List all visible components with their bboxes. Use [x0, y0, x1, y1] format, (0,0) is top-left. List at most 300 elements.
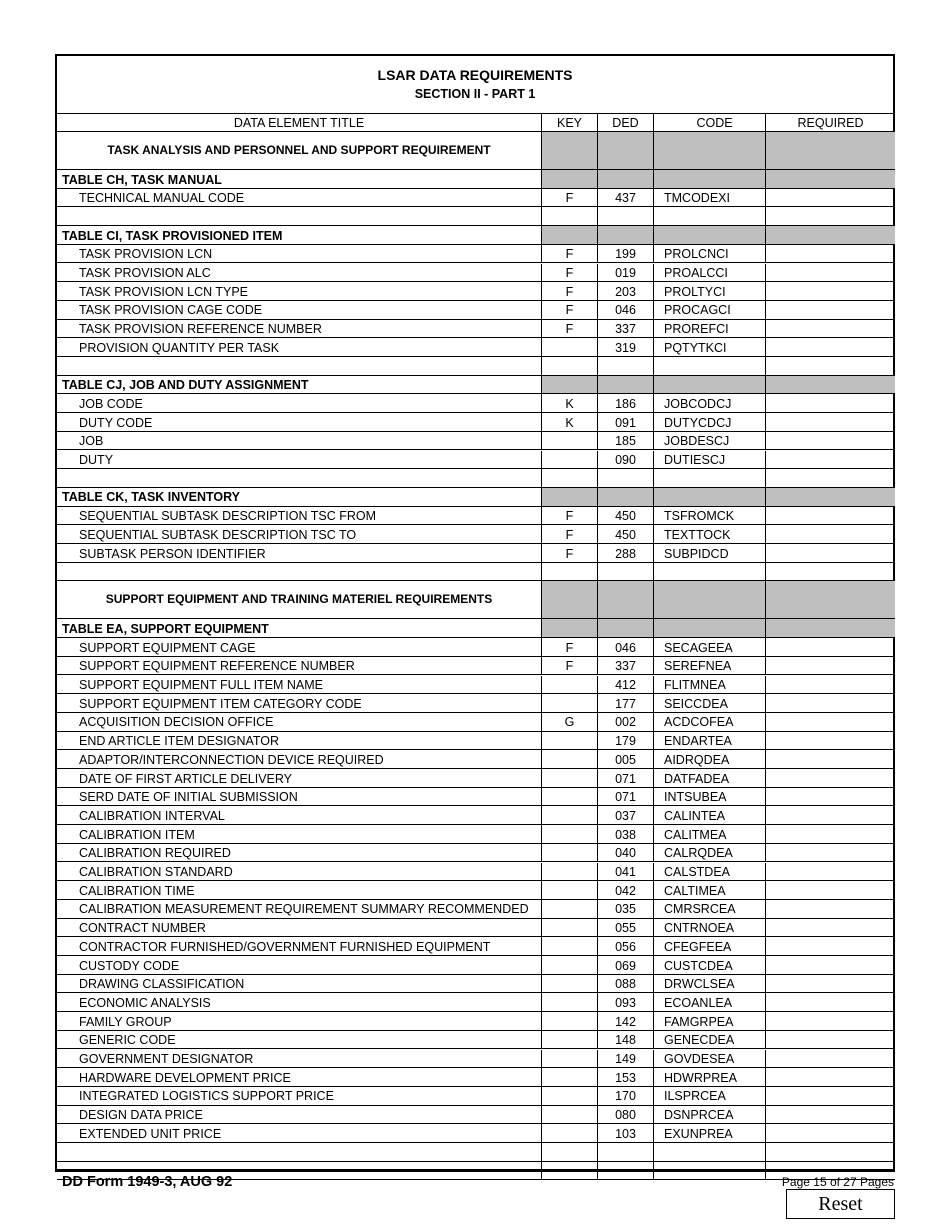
key-value: K [565, 415, 574, 430]
key-cell [542, 132, 598, 170]
item-title: TASK PROVISION REFERENCE NUMBER [79, 322, 322, 337]
code-cell [654, 713, 766, 732]
code-value: SECAGEEA [664, 640, 733, 655]
ded-cell [598, 320, 654, 339]
required-field[interactable] [766, 357, 895, 376]
required-field[interactable] [766, 937, 895, 956]
key-cell [542, 320, 598, 339]
code-cell [654, 507, 766, 526]
table-row [57, 226, 893, 245]
key-cell [542, 993, 598, 1012]
title-cell [57, 1124, 542, 1143]
item-title: SEQUENTIAL SUBTASK DESCRIPTION TSC TO [79, 527, 357, 542]
ded-cell [598, 825, 654, 844]
key-value: F [565, 640, 574, 655]
code-value: CNTRNOEA [664, 921, 735, 936]
item-title: DUTY [79, 453, 114, 467]
table-row [57, 750, 893, 769]
title-cell [57, 1012, 542, 1031]
required-field[interactable] [766, 956, 895, 975]
ded-value: 042 [615, 883, 636, 898]
code-value: ACDCOFEA [664, 715, 734, 730]
table-row [57, 338, 893, 357]
lsar-form [55, 54, 895, 1172]
title-cell [57, 993, 542, 1012]
ded-value: 040 [615, 846, 636, 861]
code-value: EXUNPREA [664, 1126, 733, 1141]
title-cell [57, 432, 542, 451]
table-row [57, 301, 893, 320]
table-row [57, 1031, 893, 1050]
key-cell [542, 581, 598, 619]
required-field[interactable] [766, 806, 895, 825]
key-cell [542, 469, 598, 488]
required-field[interactable] [766, 1106, 895, 1125]
ded-cell [598, 1106, 654, 1125]
code-cell [654, 694, 766, 713]
required-field[interactable] [766, 1031, 895, 1050]
item-title: ACQUISITION DECISION OFFICE [79, 715, 274, 730]
table-row [57, 282, 893, 301]
code-cell [654, 638, 766, 657]
key-cell [542, 919, 598, 938]
code-cell [654, 956, 766, 975]
required-field[interactable] [766, 993, 895, 1012]
key-cell [542, 1143, 598, 1162]
table-row [57, 806, 893, 825]
required-field[interactable] [766, 226, 895, 245]
code-cell [654, 1068, 766, 1087]
title-cell [57, 488, 542, 507]
form-subtitle: SECTION II - PART 1 [414, 87, 536, 101]
required-field[interactable] [766, 676, 895, 695]
ded-cell [598, 1087, 654, 1106]
required-field[interactable] [766, 132, 895, 170]
key-cell [542, 900, 598, 919]
section-row [57, 581, 893, 619]
column-header-ded [598, 114, 654, 132]
required-field[interactable] [766, 488, 895, 507]
title-cell [57, 956, 542, 975]
ded-cell [598, 788, 654, 807]
key-cell [542, 170, 598, 189]
required-field[interactable] [766, 769, 895, 788]
key-cell [542, 1050, 598, 1069]
column-header-key [542, 114, 598, 132]
code-value: JOBDESCJ [664, 434, 730, 449]
required-field[interactable] [766, 619, 895, 638]
item-title: HARDWARE DEVELOPMENT PRICE [79, 1070, 291, 1085]
required-field[interactable] [766, 207, 895, 226]
item-title: JOB [79, 434, 104, 449]
column-header-req [766, 114, 895, 132]
required-field[interactable] [766, 264, 895, 283]
key-cell [542, 732, 598, 751]
table-row [57, 657, 893, 676]
ded-cell [598, 469, 654, 488]
ded-cell [598, 581, 654, 619]
title-cell [57, 1143, 542, 1162]
table-row [57, 1050, 893, 1069]
item-title: CONTRACTOR FURNISHED/GOVERNMENT FURNISHED EQUIPMENT [79, 939, 491, 954]
ded-cell [598, 525, 654, 544]
code-cell [654, 1031, 766, 1050]
ded-cell [598, 338, 654, 357]
code-value: SUBPIDCD [664, 546, 729, 561]
title-cell [57, 769, 542, 788]
code-cell [654, 563, 766, 582]
ded-value: 450 [615, 509, 636, 524]
key-value: G [564, 715, 575, 730]
key-value: K [565, 396, 574, 411]
item-title: INTEGRATED LOGISTICS SUPPORT PRICE [79, 1089, 334, 1104]
required-field[interactable] [766, 713, 895, 732]
code-cell [654, 676, 766, 695]
ded-value: 103 [615, 1126, 636, 1141]
table-row [57, 937, 893, 956]
required-field[interactable] [766, 1012, 895, 1031]
blank-row [57, 1143, 893, 1162]
item-title: DESIGN DATA PRICE [79, 1108, 203, 1123]
item-title: CALIBRATION INTERVAL [79, 808, 225, 823]
code-value: CALRQDEA [664, 846, 733, 861]
blank-row [57, 357, 893, 376]
required-field[interactable] [766, 282, 895, 301]
title-cell [57, 264, 542, 283]
required-field[interactable] [766, 1087, 895, 1106]
code-cell [654, 769, 766, 788]
ded-cell [598, 806, 654, 825]
title-cell [57, 619, 542, 638]
required-field[interactable] [766, 638, 895, 657]
code-cell [654, 788, 766, 807]
code-cell [654, 881, 766, 900]
table-row [57, 844, 893, 863]
table-row [57, 1087, 893, 1106]
title-cell [57, 413, 542, 432]
key-cell [542, 507, 598, 526]
item-title: TASK PROVISION CAGE CODE [79, 303, 263, 318]
required-field[interactable] [766, 1124, 895, 1143]
table-row [57, 919, 893, 938]
table-row [57, 1012, 893, 1031]
table-title: TABLE EA, SUPPORT EQUIPMENT [62, 621, 269, 636]
code-cell [654, 488, 766, 507]
code-cell [654, 919, 766, 938]
key-cell [542, 694, 598, 713]
required-field[interactable] [766, 1068, 895, 1087]
section-title: TASK ANALYSIS AND PERSONNEL AND SUPPORT REQUIREMENT [107, 143, 491, 157]
required-field[interactable] [766, 432, 895, 451]
required-field[interactable] [766, 919, 895, 938]
required-field[interactable] [766, 581, 895, 619]
table-row [57, 900, 893, 919]
code-value: CMRSRCEA [664, 902, 736, 917]
code-value: ECOANLEA [664, 995, 733, 1010]
title-cell [57, 189, 542, 208]
ded-cell [598, 170, 654, 189]
table-row [57, 788, 893, 807]
key-cell [542, 825, 598, 844]
column-header-label: CODE [696, 116, 733, 130]
item-title: CALIBRATION TIME [79, 883, 195, 898]
required-field[interactable] [766, 245, 895, 264]
item-title: DATE OF FIRST ARTICLE DELIVERY [79, 771, 293, 786]
code-value: FLITMNEA [664, 678, 726, 692]
ded-value: 055 [615, 921, 636, 936]
code-cell [654, 357, 766, 376]
code-cell [654, 226, 766, 245]
code-cell [654, 132, 766, 170]
table-row [57, 694, 893, 713]
required-field[interactable] [766, 376, 895, 395]
key-cell [542, 376, 598, 395]
required-field[interactable] [766, 750, 895, 769]
ded-cell [598, 694, 654, 713]
title-cell [57, 581, 542, 619]
ded-cell [598, 900, 654, 919]
code-cell [654, 207, 766, 226]
key-value: F [565, 509, 574, 524]
column-header-title [57, 114, 542, 132]
required-field[interactable] [766, 975, 895, 994]
title-cell [57, 207, 542, 226]
table-row [57, 432, 893, 451]
key-cell [542, 264, 598, 283]
table-title: TABLE CJ, JOB AND DUTY ASSIGNMENT [62, 378, 309, 393]
key-cell [542, 245, 598, 264]
title-cell [57, 1106, 542, 1125]
table-row [57, 488, 893, 507]
code-cell [654, 657, 766, 676]
ded-value: 090 [615, 453, 636, 467]
code-cell [654, 394, 766, 413]
table-row [57, 619, 893, 638]
required-field[interactable] [766, 825, 895, 844]
required-field[interactable] [766, 881, 895, 900]
code-value: FAMGRPEA [664, 1014, 734, 1029]
required-field[interactable] [766, 320, 895, 339]
title-cell [57, 394, 542, 413]
item-title: EXTENDED UNIT PRICE [79, 1126, 222, 1141]
required-field[interactable] [766, 170, 895, 189]
title-cell [57, 301, 542, 320]
table-row [57, 1106, 893, 1125]
ded-cell [598, 507, 654, 526]
required-field[interactable] [766, 451, 895, 470]
key-cell [542, 189, 598, 208]
item-title: JOB CODE [79, 396, 143, 411]
code-value: DATFADEA [664, 771, 730, 786]
key-value: F [565, 284, 574, 299]
code-value: DSNPRCEA [664, 1108, 734, 1123]
required-field[interactable] [766, 788, 895, 807]
ded-cell [598, 544, 654, 563]
ded-cell [598, 376, 654, 395]
required-field[interactable] [766, 694, 895, 713]
ded-value: 069 [615, 958, 636, 973]
code-cell [654, 1087, 766, 1106]
table-header-row [57, 114, 893, 132]
code-cell [654, 245, 766, 264]
key-cell [542, 525, 598, 544]
ded-value: 005 [615, 752, 636, 767]
ded-cell [598, 451, 654, 470]
item-title: CALIBRATION MEASUREMENT REQUIREMENT SUMMARY RECOMMENDED [79, 902, 529, 917]
title-cell [57, 226, 542, 245]
key-cell [542, 750, 598, 769]
title-cell [57, 338, 542, 357]
key-cell [542, 937, 598, 956]
ded-cell [598, 357, 654, 376]
item-title: SERD DATE OF INITIAL SUBMISSION [79, 790, 298, 805]
title-cell [57, 525, 542, 544]
ded-value: 071 [615, 790, 636, 805]
required-field[interactable] [766, 507, 895, 526]
reset-button[interactable]: Reset [786, 1189, 895, 1219]
section-row [57, 132, 893, 170]
required-field[interactable] [766, 1050, 895, 1069]
title-cell [57, 507, 542, 526]
title-cell [57, 881, 542, 900]
table-row [57, 1068, 893, 1087]
required-field[interactable] [766, 469, 895, 488]
title-cell [57, 844, 542, 863]
title-cell [57, 657, 542, 676]
key-value: F [565, 527, 574, 542]
code-cell [654, 732, 766, 751]
code-cell [654, 1162, 766, 1181]
title-cell [57, 132, 542, 170]
ded-cell [598, 919, 654, 938]
title-cell [57, 750, 542, 769]
ded-value: 170 [615, 1089, 636, 1104]
title-cell [57, 937, 542, 956]
ded-value: 142 [615, 1014, 636, 1029]
required-field[interactable] [766, 900, 895, 919]
code-value: TEXTTOCK [664, 527, 731, 542]
ded-value: 091 [615, 415, 636, 430]
required-field[interactable] [766, 863, 895, 882]
key-cell [542, 1012, 598, 1031]
code-cell [654, 189, 766, 208]
table-row [57, 732, 893, 751]
ded-cell [598, 394, 654, 413]
key-cell [542, 1106, 598, 1125]
code-cell [654, 993, 766, 1012]
ded-value: 080 [615, 1108, 636, 1123]
table-row [57, 451, 893, 470]
required-field[interactable] [766, 189, 895, 208]
item-title: GOVERNMENT DESIGNATOR [79, 1052, 254, 1066]
required-field[interactable] [766, 844, 895, 863]
code-value: CUSTCDEA [664, 958, 733, 973]
ded-cell [598, 1124, 654, 1143]
title-cell [57, 863, 542, 882]
code-value: ILSPRCEA [664, 1089, 726, 1104]
key-value: F [565, 247, 574, 262]
item-title: TECHNICAL MANUAL CODE [79, 191, 245, 206]
code-cell [654, 451, 766, 470]
code-value: PROREFCI [664, 322, 729, 337]
required-field[interactable] [766, 1143, 895, 1162]
code-cell [654, 619, 766, 638]
title-cell [57, 975, 542, 994]
key-value: F [565, 322, 574, 337]
code-cell [654, 750, 766, 769]
item-title: DUTY CODE [79, 415, 153, 430]
required-field[interactable] [766, 525, 895, 544]
title-cell [57, 900, 542, 919]
required-field[interactable] [766, 338, 895, 357]
ded-value: 203 [615, 284, 636, 299]
table-row [57, 544, 893, 563]
required-field[interactable] [766, 544, 895, 563]
key-cell [542, 282, 598, 301]
required-field[interactable] [766, 657, 895, 676]
ded-cell [598, 638, 654, 657]
code-cell [654, 282, 766, 301]
required-field[interactable] [766, 563, 895, 582]
ded-value: 337 [615, 322, 636, 337]
form-identifier: DD Form 1949-3, AUG 92 [62, 1174, 233, 1190]
ded-cell [598, 937, 654, 956]
ded-cell [598, 1012, 654, 1031]
item-title: CALIBRATION ITEM [79, 827, 195, 842]
ded-cell [598, 750, 654, 769]
column-header-label: DATA ELEMENT TITLE [233, 116, 365, 130]
key-cell [542, 394, 598, 413]
code-value: PROALCCI [664, 266, 728, 280]
code-cell [654, 170, 766, 189]
code-cell [654, 525, 766, 544]
required-field[interactable] [766, 394, 895, 413]
title-cell [57, 170, 542, 189]
required-field[interactable] [766, 301, 895, 320]
item-title: TASK PROVISION ALC [79, 266, 211, 280]
key-value: F [565, 546, 574, 561]
code-cell [654, 1124, 766, 1143]
key-cell [542, 301, 598, 320]
key-cell [542, 806, 598, 825]
code-cell [654, 338, 766, 357]
ded-cell [598, 676, 654, 695]
required-field[interactable] [766, 732, 895, 751]
ded-cell [598, 1162, 654, 1181]
code-cell [654, 1106, 766, 1125]
table-row [57, 975, 893, 994]
table-row [57, 769, 893, 788]
ded-cell [598, 264, 654, 283]
key-value: F [565, 303, 574, 318]
code-value: CALINTEA [664, 808, 726, 823]
code-value: CALSTDEA [664, 865, 730, 879]
ded-cell [598, 657, 654, 676]
key-cell [542, 413, 598, 432]
item-title: GENERIC CODE [79, 1033, 176, 1048]
code-cell [654, 1012, 766, 1031]
code-cell [654, 376, 766, 395]
code-cell [654, 544, 766, 563]
table-row [57, 881, 893, 900]
title-cell [57, 563, 542, 582]
key-cell [542, 1087, 598, 1106]
key-cell [542, 713, 598, 732]
ded-cell [598, 956, 654, 975]
required-field[interactable] [766, 413, 895, 432]
item-title: ECONOMIC ANALYSIS [79, 995, 211, 1010]
code-value: SEICCDEA [664, 696, 728, 711]
